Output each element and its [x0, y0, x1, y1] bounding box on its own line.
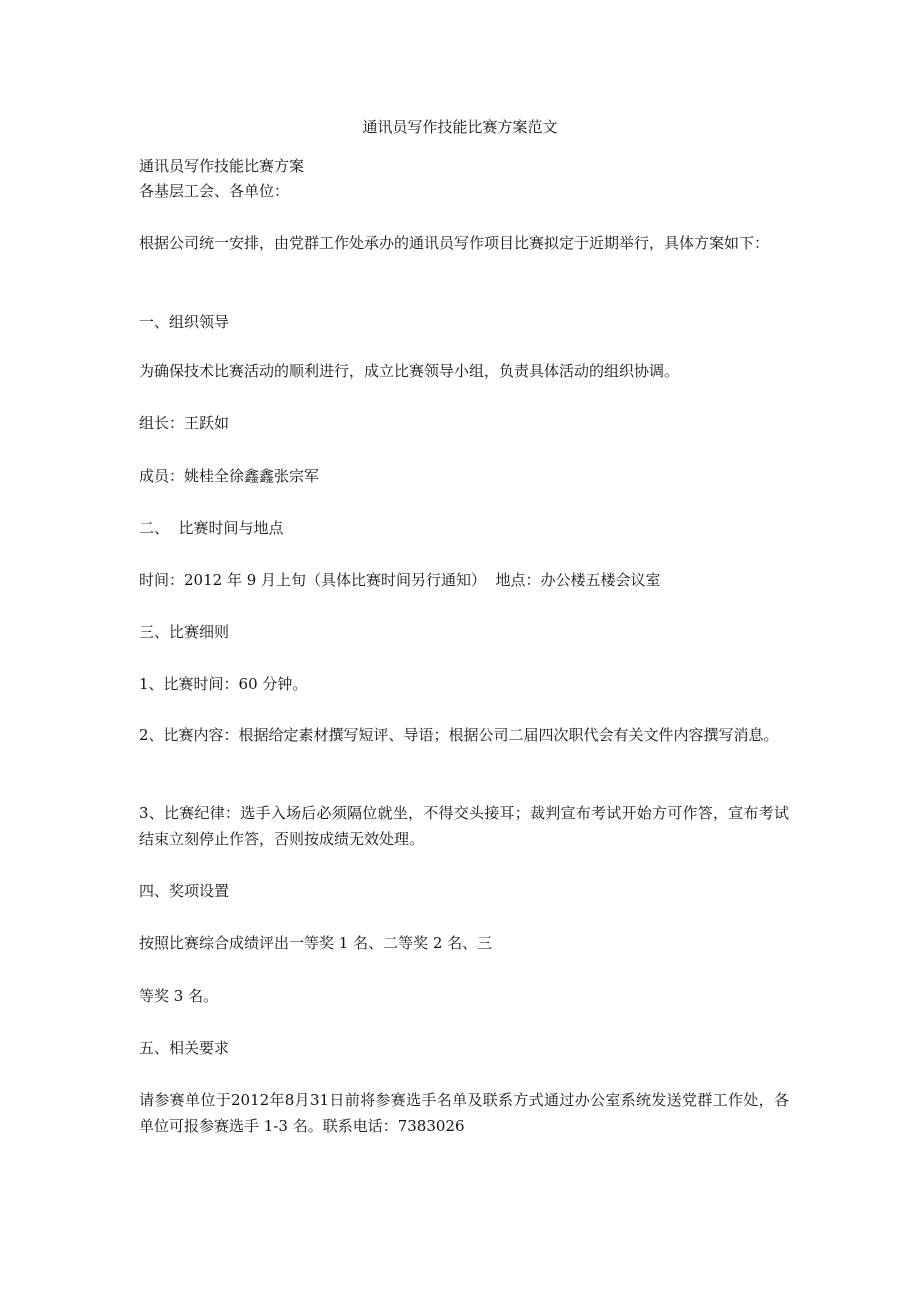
document-title: 通讯员写作技能比赛方案范文: [362, 118, 558, 136]
requirement-paragraph: 请参赛单位于2012年8月31日前将参赛选手名单及联系方式通过办公室系统发送党群工作处，各单位可报参赛选手 1-3 名。联系电话：7383026: [139, 1091, 789, 1135]
section3-heading: 三、比赛细则: [139, 623, 230, 641]
rule-1: 1、比赛时间：60 分钟。: [139, 675, 308, 693]
section1-text: 为确保技术比赛活动的顺利进行，成立比赛领导小组，负责具体活动的组织协调。: [139, 362, 680, 380]
award-line-1: 按照比赛综合成绩评出一等奖 1 名、二等奖 2 名、三: [139, 934, 493, 952]
rule-2: 2、比赛内容：根据给定素材撰写短评、导语；根据公司二届四次职代会有关文件内容撰写消息。: [139, 726, 779, 744]
section5-heading: 五、相关要求: [139, 1039, 230, 1057]
section2-heading: 二、 比赛时间与地点: [139, 519, 284, 537]
leader-line: 组长：王跃如: [139, 414, 230, 432]
section4-heading: 四、奖项设置: [139, 882, 230, 900]
intro-paragraph: 根据公司统一安排，由党群工作处承办的通讯员写作项目比赛拟定于近期举行，具体方案如下：: [139, 234, 770, 252]
rule-3: 3、比赛纪律：选手入场后必须隔位就坐，不得交头接耳；裁判宣布考试开始方可作答，宣布考试结束立刻停止作答，否则按成绩无效处理。: [139, 804, 789, 848]
section1-heading: 一、组织领导: [139, 313, 230, 331]
time-place-line: 时间：2012 年 9 月上旬（具体比赛时间另行通知） 地点：办公楼五楼会议室: [139, 571, 661, 589]
award-line-2: 等奖 3 名。: [139, 987, 219, 1005]
members-line: 成员：姚桂全徐鑫鑫张宗军: [139, 467, 320, 485]
document-subtitle: 通讯员写作技能比赛方案: [139, 157, 305, 175]
salutation: 各基层工会、各单位：: [139, 182, 290, 200]
